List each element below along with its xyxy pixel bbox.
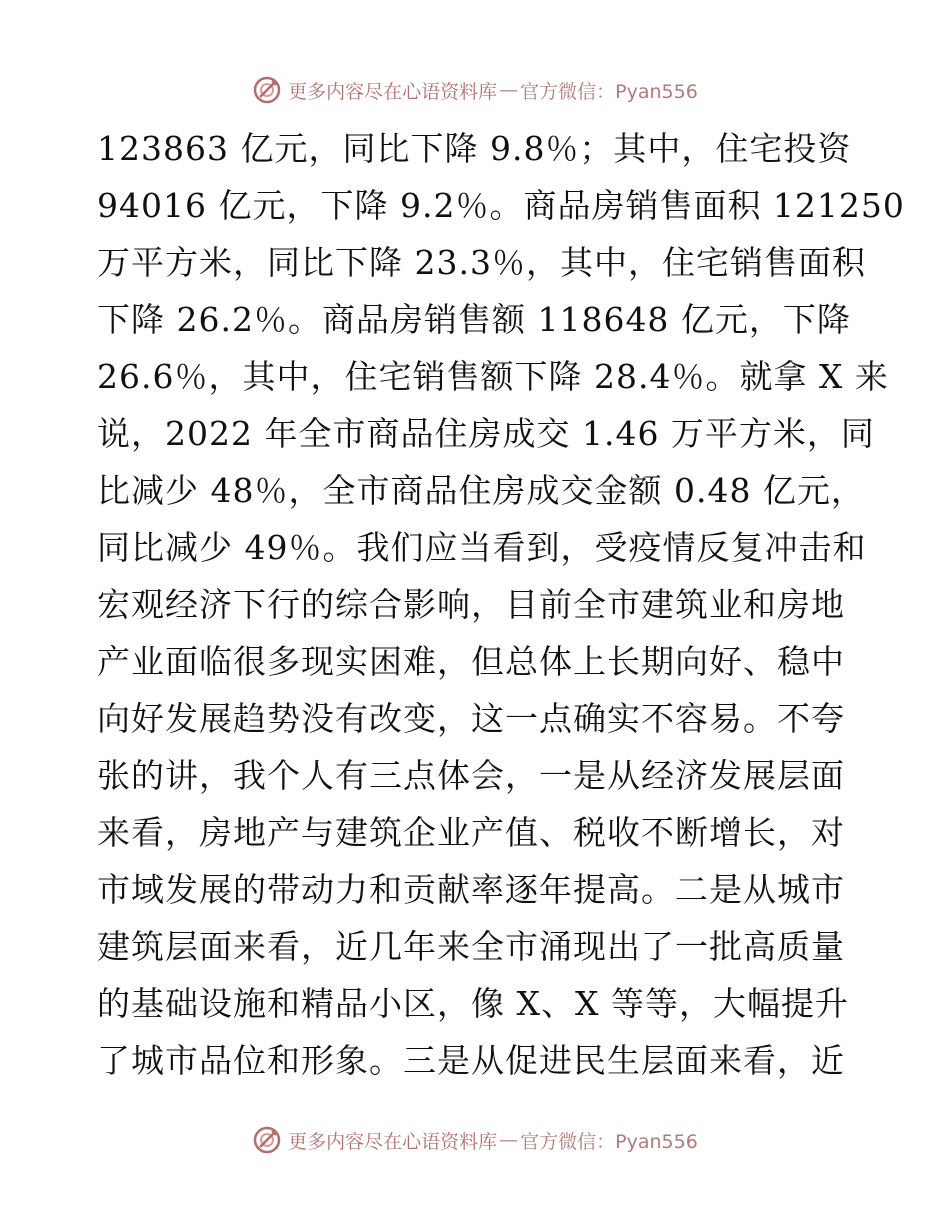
footer-watermark [0, 1120, 950, 1160]
body-line: 了城市品位和形象。三是从促进民生层面来看，近 [97, 1041, 845, 1080]
logo-icon [252, 75, 282, 105]
footer-separator: — [499, 1129, 519, 1151]
body-line: 张的讲，我个人有三点体会，一是从经济发展层面 [97, 756, 845, 795]
logo-icon [252, 1125, 282, 1155]
body-line: 向好发展趋势没有改变，这一点确实不容易。不夸 [97, 699, 845, 738]
body-line: 建筑层面来看，近几年来全市涌现出了一批高质量 [97, 927, 845, 966]
body-line: 来看，房地产与建筑企业产值、税收不断增长，对 [97, 813, 845, 852]
header-site-text: 更多内容尽在心语资料库 [288, 80, 498, 103]
body-line: 下降 26.2％。商品房销售额 118648 亿元，下降 [97, 300, 851, 339]
footer-wechat-text: 官方微信：Pyan556 [520, 1130, 698, 1153]
body-line: 同比减少 49％。我们应当看到，受疫情反复冲击和 [97, 528, 867, 567]
body-line: 123863 亿元，同比下降 9.8％；其中，住宅投资 [97, 129, 852, 168]
header-watermark [0, 70, 950, 110]
header-separator: — [499, 79, 519, 101]
body-line: 宏观经济下行的综合影响，目前全市建筑业和房地 [97, 585, 845, 624]
footer-site-text: 更多内容尽在心语资料库 [288, 1130, 498, 1153]
body-line: 比减少 48％，全市商品住房成交金额 0.48 亿元， [97, 471, 865, 510]
body-line: 说，2022 年全市商品住房成交 1.46 万平方米，同 [97, 414, 875, 453]
body-line: 产业面临很多现实困难，但总体上长期向好、稳中 [97, 642, 845, 681]
header-wechat-text: 官方微信：Pyan556 [520, 80, 698, 103]
body-line: 26.6％，其中，住宅销售额下降 28.4％。就拿 X 来 [97, 357, 889, 396]
body-line: 万平方米，同比下降 23.3％，其中，住宅销售面积 [97, 243, 866, 282]
body-line: 的基础设施和精品小区，像 X、X 等等，大幅提升 [97, 984, 849, 1023]
body-line: 市域发展的带动力和贡献率逐年提高。二是从城市 [97, 870, 845, 909]
body-line: 94016 亿元，下降 9.2％。商品房销售面积 121250 [97, 186, 905, 225]
